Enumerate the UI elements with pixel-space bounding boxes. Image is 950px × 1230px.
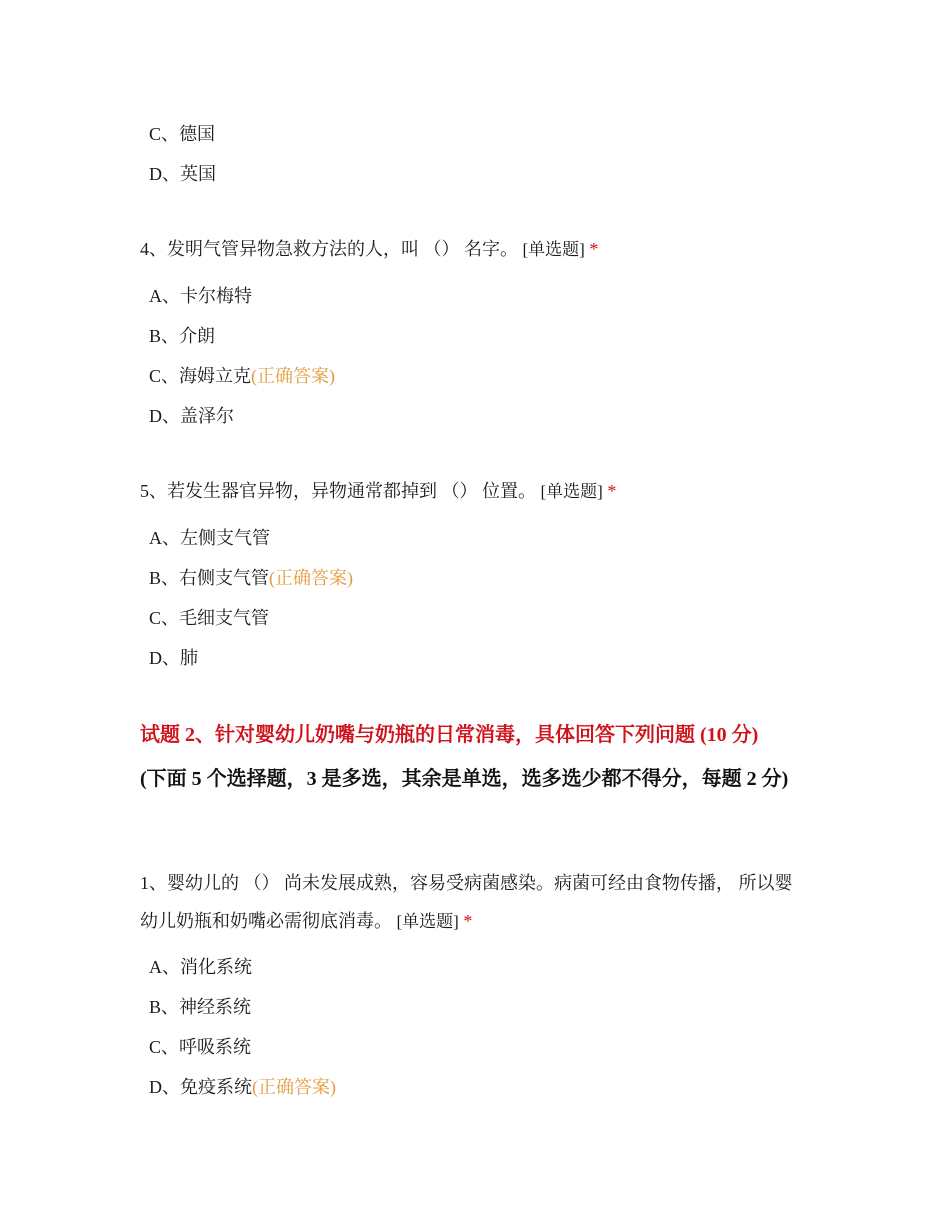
- required-mark: *: [463, 911, 473, 931]
- option-b[interactable]: B、神经系统: [149, 997, 252, 1017]
- question-5: [140, 472, 616, 511]
- question-4: [140, 230, 598, 269]
- question-text: 1、婴幼儿的 （） 尚未发展成熟，容易受病菌感染。病菌可经由食物传播， 所以婴幼儿奶瓶和奶嘴必需彻底消毒。: [140, 873, 793, 931]
- question-type-tag: [单选题]: [396, 912, 459, 931]
- required-mark: *: [589, 239, 599, 259]
- option-a[interactable]: A、左侧支气管: [149, 528, 270, 548]
- option-d[interactable]: D、肺: [149, 648, 198, 668]
- option-a[interactable]: A、消化系统: [149, 957, 252, 977]
- option-d[interactable]: D、盖泽尔: [149, 406, 234, 426]
- required-mark: *: [607, 481, 617, 501]
- option-a[interactable]: A、卡尔梅特: [149, 286, 252, 306]
- option-c[interactable]: C、德国: [149, 124, 216, 144]
- option-b[interactable]: B、介朗: [149, 326, 216, 346]
- option-d[interactable]: D、英国: [149, 164, 216, 184]
- option-c[interactable]: C、呼吸系统: [149, 1037, 252, 1057]
- question-1: [140, 864, 810, 941]
- option-b[interactable]: B、右侧支气管(正确答案): [149, 568, 354, 588]
- correct-answer-label: (正确答案): [252, 1077, 336, 1097]
- option-c[interactable]: C、毛细支气管: [149, 608, 270, 628]
- option-c[interactable]: C、海姆立克(正确答案): [149, 366, 336, 386]
- option-d[interactable]: D、免疫系统(正确答案): [149, 1077, 336, 1097]
- question-text: 5、若发生器官异物，异物通常都掉到 （） 位置。: [140, 481, 536, 501]
- question-type-tag: [单选题]: [522, 240, 585, 259]
- section-instructions: (下面 5 个选择题，3 是多选，其余是单选，选多选少都不得分，每题 2 分): [140, 768, 789, 790]
- correct-answer-label: (正确答案): [269, 568, 354, 588]
- question-type-tag: [单选题]: [540, 482, 603, 501]
- correct-answer-label: (正确答案): [251, 366, 336, 386]
- section-title: 试题 2、针对婴幼儿奶嘴与奶瓶的日常消毒，具体回答下列问题 (10 分): [140, 724, 759, 746]
- question-text: 4、发明气管异物急救方法的人，叫 （） 名字。: [140, 239, 518, 259]
